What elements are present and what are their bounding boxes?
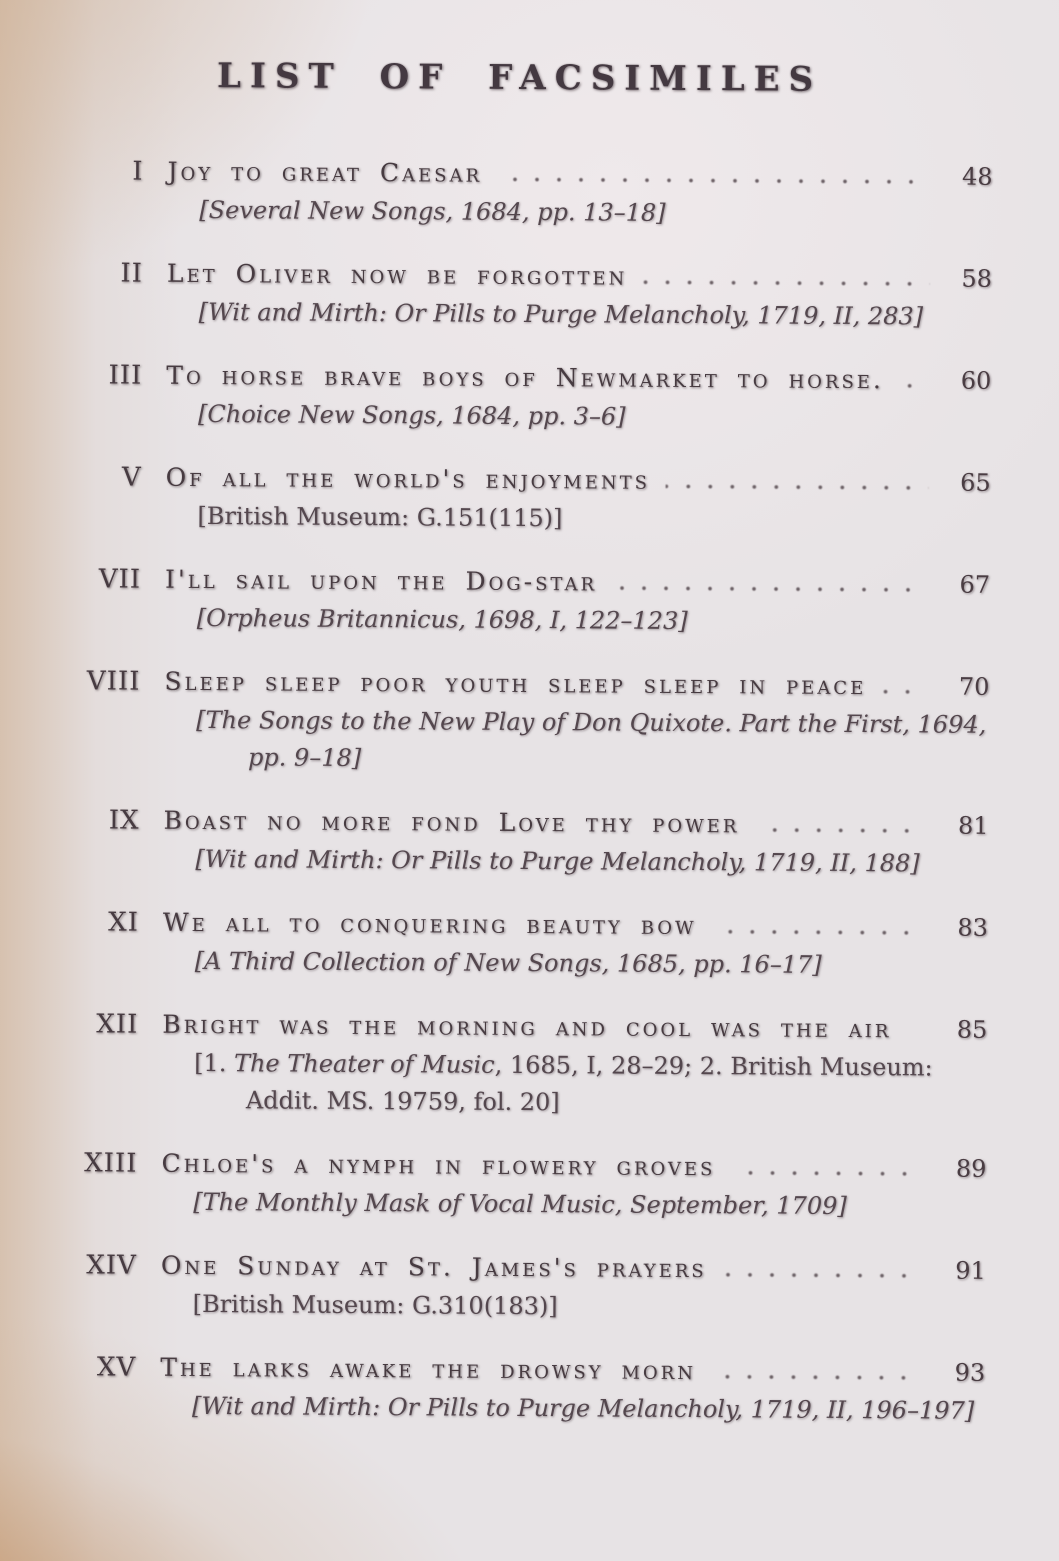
entry-page-number: 83 — [957, 913, 989, 942]
facsimile-entry — [61, 904, 988, 985]
entry-numeral: XIII — [84, 1148, 138, 1179]
entry-page-number: 81 — [957, 811, 989, 840]
dot-leader — [713, 928, 926, 936]
entry-title: Joy to great Caesar — [167, 156, 483, 188]
entry-source: [A Third Collection of New Songs, 1685, pp. 16–17] — [194, 946, 822, 979]
dot-leader — [900, 382, 929, 389]
facsimile-entry — [65, 255, 992, 336]
entry-page-number: 65 — [960, 468, 991, 497]
facsimile-entry — [62, 663, 990, 781]
entry-source — [162, 1045, 987, 1124]
entry-title: Of all the world's enjoyments — [165, 462, 651, 495]
entry-page-number: 85 — [956, 1015, 988, 1044]
entry-numeral: V — [121, 462, 142, 493]
facsimile-entry — [63, 561, 990, 642]
facsimile-entry — [64, 357, 991, 438]
dot-leader — [666, 483, 929, 492]
entry-page-number: 91 — [955, 1256, 986, 1285]
entry-source: [British Museum: G.151(115)] — [197, 501, 563, 533]
entry-numeral: III — [108, 360, 143, 391]
facsimile-entry — [61, 802, 988, 883]
entry-title: Let Oliver now be forgotten — [166, 258, 628, 291]
source-part: The Theater of Music — [233, 1049, 495, 1079]
entry-page-number: 89 — [955, 1154, 987, 1183]
entry-page-number: 48 — [961, 162, 993, 191]
dot-leader — [731, 1169, 924, 1177]
entry-numeral: XII — [96, 1009, 139, 1040]
entry-title: The larks awake the drowsy morn — [160, 1352, 697, 1386]
entry-numeral: XV — [96, 1352, 137, 1383]
entry-source: [Orpheus Britannicus, 1698, I, 122–123] — [196, 603, 688, 635]
entry-numeral: VII — [98, 564, 142, 595]
entry-page-number: 60 — [960, 366, 992, 395]
entry-source: [Wit and Mirth: Or Pills to Purge Melancholy, 1719, II, 196–197] — [191, 1391, 975, 1425]
facsimile-entry — [58, 1349, 985, 1430]
entry-page-number: 67 — [959, 570, 991, 599]
dot-leader — [882, 688, 927, 695]
dot-leader — [712, 1373, 923, 1381]
entry-title: I'll sail upon the Dog-star — [164, 564, 598, 597]
dot-leader — [643, 279, 930, 288]
entry-page-number: 58 — [961, 264, 993, 293]
source-part: , 1685, I, 28–29; 2. British Museum: Addit. MS. 19759, fol. 20] — [245, 1050, 933, 1117]
dot-leader — [723, 1271, 924, 1279]
entry-title: Chloe's a nymph in flowery groves — [161, 1148, 716, 1182]
facsimile-entry — [59, 1247, 986, 1328]
entry-title: One Sunday at St. James's prayers — [160, 1250, 707, 1284]
facsimile-entry — [59, 1145, 986, 1226]
entry-source: [The Songs to the New Play of Don Quixote. Part the First, 1694, pp. 9–18] — [196, 705, 987, 772]
source-part: [1. — [194, 1048, 235, 1078]
entry-numeral: IX — [108, 805, 140, 836]
entry-source: [Wit and Mirth: Or Pills to Purge Melancholy, 1719, II, 283] — [198, 297, 924, 331]
entry-page-number: 70 — [958, 672, 990, 701]
entry-source: [Choice New Songs, 1684, pp. 3–6] — [197, 399, 626, 431]
entry-source: [Several New Songs, 1684, pp. 13–18] — [199, 195, 666, 227]
entry-numeral: XI — [108, 907, 140, 938]
entry-numeral: XIV — [86, 1250, 137, 1281]
facsimile-entry — [65, 153, 992, 234]
entry-numeral: I — [132, 156, 144, 187]
dot-leader — [755, 826, 926, 834]
entry-title: We all to conquering beauty bow — [162, 907, 697, 941]
facsimile-entry — [60, 1006, 988, 1124]
dot-leader — [907, 1031, 925, 1038]
page-content — [58, 55, 994, 1457]
entry-page-number: 93 — [954, 1358, 986, 1387]
dot-leader — [613, 585, 928, 594]
entry-title: To horse brave boys of Newmarket to horse. — [166, 360, 885, 395]
entry-title: Sleep sleep poor youth sleep sleep in peace — [164, 666, 867, 701]
dot-leader — [498, 176, 931, 186]
entry-source: [Wit and Mirth: Or Pills to Purge Melancholy, 1719, II, 188] — [195, 844, 920, 878]
entry-source: [British Museum: G.310(183)] — [192, 1289, 558, 1321]
entry-title: Boast no more fond Love thy power — [163, 805, 740, 839]
facsimile-entry — [63, 459, 990, 540]
page-title: LIST OF FACSIMILES — [216, 56, 823, 100]
entry-numeral: VIII — [86, 666, 141, 697]
entry-title: Bright was the morning and cool was the air — [162, 1009, 892, 1044]
entry-source: [The Monthly Mask of Vocal Music, September, 1709] — [193, 1187, 847, 1220]
entry-numeral: II — [120, 258, 144, 289]
